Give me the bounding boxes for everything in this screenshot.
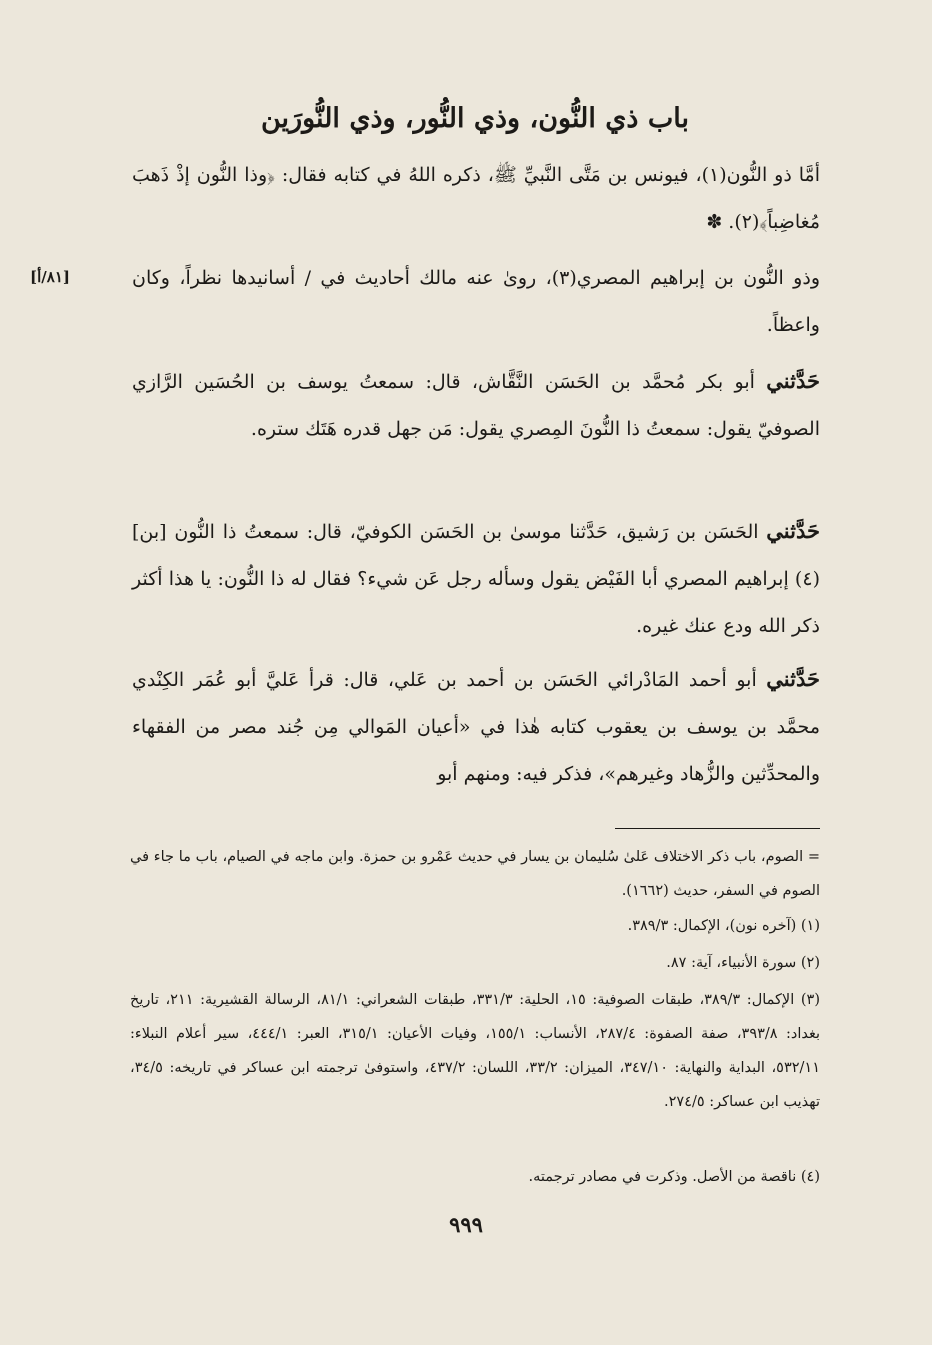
paragraph-lead-word: حَدَّثني [766, 368, 820, 393]
footnote-2: (٢) سورة الأنبياء، آية: ٨٧. [666, 955, 820, 971]
page-number: ٩٩٩ [449, 1212, 483, 1237]
paragraph-3 [132, 357, 820, 453]
paragraph-lead-word: حَدَّثني [766, 666, 820, 691]
footnote-3: (٣) الإكمال: ٣٨٩/٣، طبقات الصوفية: ١٥، الحلية: ٣٣١/٣، طبقات الشعراني: ٨١/١، الرسالة القشيرية: ٢١١، تاريخ بغداد: ٣٩٣/٨، صفة الصفوة: ٢٨٧/٤، الأنساب: ١٥٥/١، وفيات الأعيان: ٣١٥/١، العبر: ٤٤٤/١، سير أعلام النبلاء: ٥٣٢/١١، البداية والنهاية: ٣٤٧/١٠، الميزان: ٣٣/٢، اللسان: ٤٣٧/٢، واستوفىٰ ترجمته ابن عساكر في تاريخه: ٣٤/٥، تهذيب ابن عساكر: ٢٧٤/٥. [130, 992, 821, 1110]
paragraph-text: أمَّا ذو النُّون(١)، فيونس بن مَتَّى النَّبيِّ ﷺ، ذكره اللهُ في كتابه فقال: ﴿وذا النُّون إذْ ذَهبَ مُغاضِباً﴾(٢). ✽ [132, 164, 820, 233]
footnote-continued: = الصوم، باب ذكر الاختلاف عَلىٰ سُليمان بن يسار في حديث عَمْرو بن حمزة. وابن ماجه في الصيام، باب ما جاء في الصوم في السفر، حديث (١٦٦٢). [130, 849, 820, 899]
manuscript-folio-marker: [٨١/أ] [30, 268, 70, 286]
footnote-divider [615, 828, 820, 829]
paragraph-text: الحَسَن بن رَشيق، حَدَّثنا موسىٰ بن الحَسَن الكوفيّ، قال: سمعتُ ذا النُّون [بن](٤) إبراهيم المصري أبا الفَيْض يقول وسأله رجل عَن شيء؟ فقال له ذا النُّون: يا هذا أكثر ذكر الله ودع عنك غيره. [132, 521, 820, 637]
paragraph-1 [132, 152, 820, 246]
paragraph-text: أبو أحمد المَادْرائي الحَسَن بن أحمد بن عَلي، قال: قرأ عَليَّ أبو عُمَر الكِنْدي محمَّد بن يوسف بن يعقوب كتابه هٰذا في «أعيان المَوالي مِن جُند مصر من الفقهاء والمحدِّثين والزُّهاد وغيرهم»، فذكر فيه: ومنهم أبو [132, 669, 820, 785]
paragraph-text: أبو بكر مُحمَّد بن الحَسَن النَّقَّاش، قال: سمعتُ يوسف بن الحُسَين الرَّازي الصوفيّ يقول: سمعتُ ذا النُّونَ المِصري يقول: مَن جهل قدره هَتَك ستره. [132, 371, 820, 440]
paragraph-2 [132, 255, 820, 349]
paragraph-lead-word: حَدَّثني [766, 518, 820, 543]
paragraph-5 [132, 655, 820, 798]
footnote-1: (١) (آخره نون)، الإكمال: ٣٨٩/٣. [627, 918, 820, 934]
footnote-4: (٤) ناقصة من الأصل. وذكرت في مصادر ترجمته. [528, 1169, 820, 1185]
paragraph-4 [132, 507, 820, 650]
chapter-title: باب ذي النُّون، وذي النُّور، وذي النُّورَين [261, 103, 689, 134]
paragraph-text: وذو النُّون بن إبراهيم المصري(٣)، روىٰ عنه مالك أحاديث في / أسانيدها نظراً، وكان واعظاً. [132, 267, 820, 336]
